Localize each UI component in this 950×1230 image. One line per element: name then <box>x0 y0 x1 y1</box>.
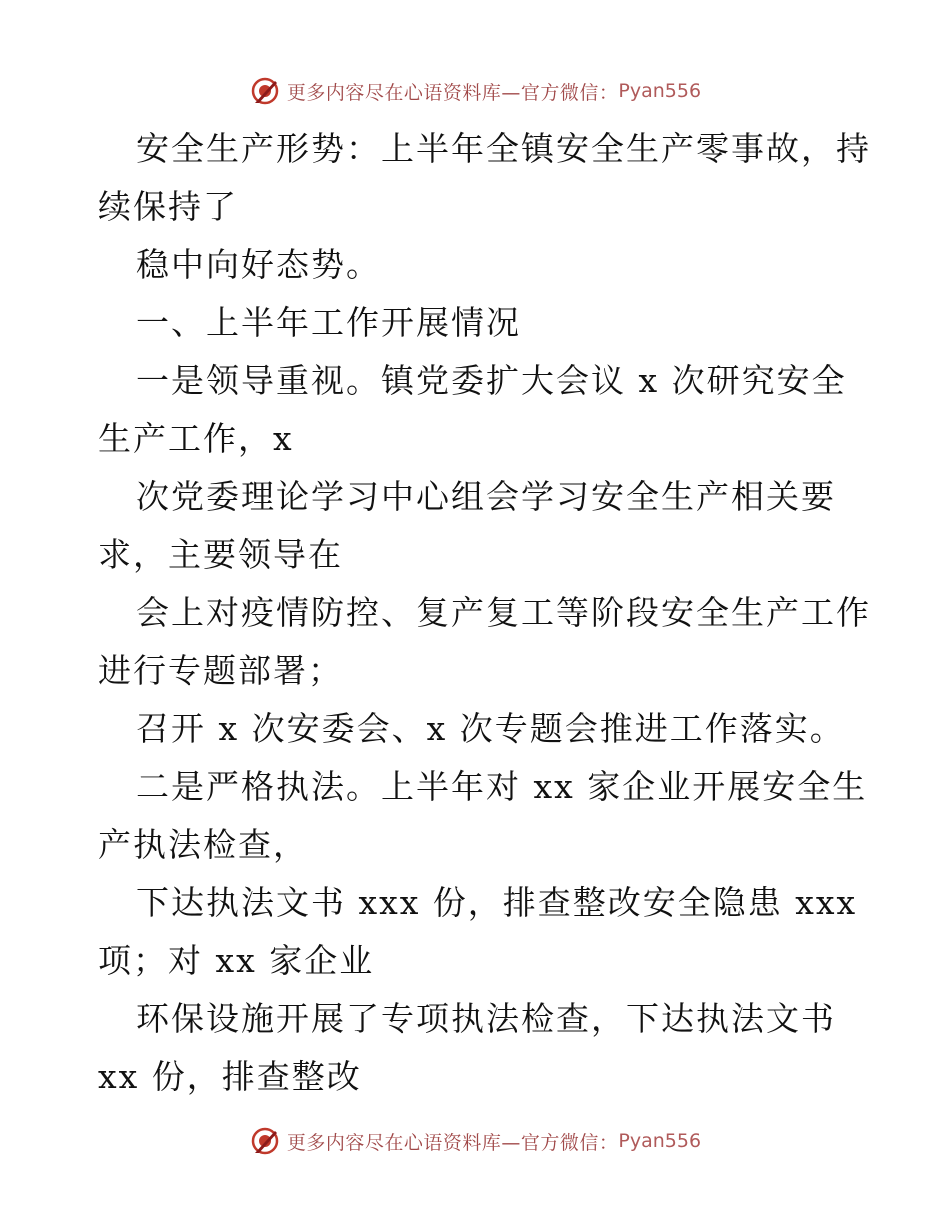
paragraph-line: 产执法检查， <box>98 825 308 864</box>
paragraph-line: 二是严格执法。上半年对 xx 家企业开展安全生 <box>136 767 868 806</box>
document-body <box>98 120 871 1106</box>
paragraph-line: 稳中向好态势。 <box>136 245 381 284</box>
wechat-id: Pyan556 <box>618 80 702 102</box>
quill-pen-logo-icon <box>249 75 281 107</box>
footer-banner <box>0 1121 950 1161</box>
section-heading: 一、上半年工作开展情况 <box>136 303 521 342</box>
banner-text: 更多内容尽在心语资料库—官方微信： <box>286 81 619 104</box>
paragraph-line: 生产工作，x <box>98 419 294 458</box>
header-banner <box>0 71 950 111</box>
paragraph-line: 续保持了 <box>98 187 238 226</box>
paragraph-line: 项；对 xx 家企业 <box>98 941 375 980</box>
paragraph-line: 会上对疫情防控、复产复工等阶段安全生产工作 <box>136 593 871 632</box>
paragraph-line: 安全生产形势：上半年全镇安全生产零事故，持 <box>136 129 871 168</box>
paragraph-line: 进行专题部署； <box>98 651 343 690</box>
paragraph-line: 环保设施开展了专项执法检查，下达执法文书 <box>136 999 836 1038</box>
paragraph-line: xx 份，排查整改 <box>98 1057 362 1096</box>
banner-text: 更多内容尽在心语资料库—官方微信： <box>286 1131 619 1154</box>
paragraph-line: 召开 x 次安委会、x 次专题会推进工作落实。 <box>136 709 845 748</box>
wechat-id: Pyan556 <box>618 1130 702 1152</box>
paragraph-line: 一是领导重视。镇党委扩大会议 x 次研究安全 <box>136 361 847 400</box>
paragraph-line: 求，主要领导在 <box>98 535 343 574</box>
quill-pen-logo-icon <box>249 1125 281 1157</box>
paragraph-line: 次党委理论学习中心组会学习安全生产相关要 <box>136 477 836 516</box>
paragraph-line: 下达执法文书 xxx 份，排查整改安全隐患 xxx <box>136 883 858 922</box>
